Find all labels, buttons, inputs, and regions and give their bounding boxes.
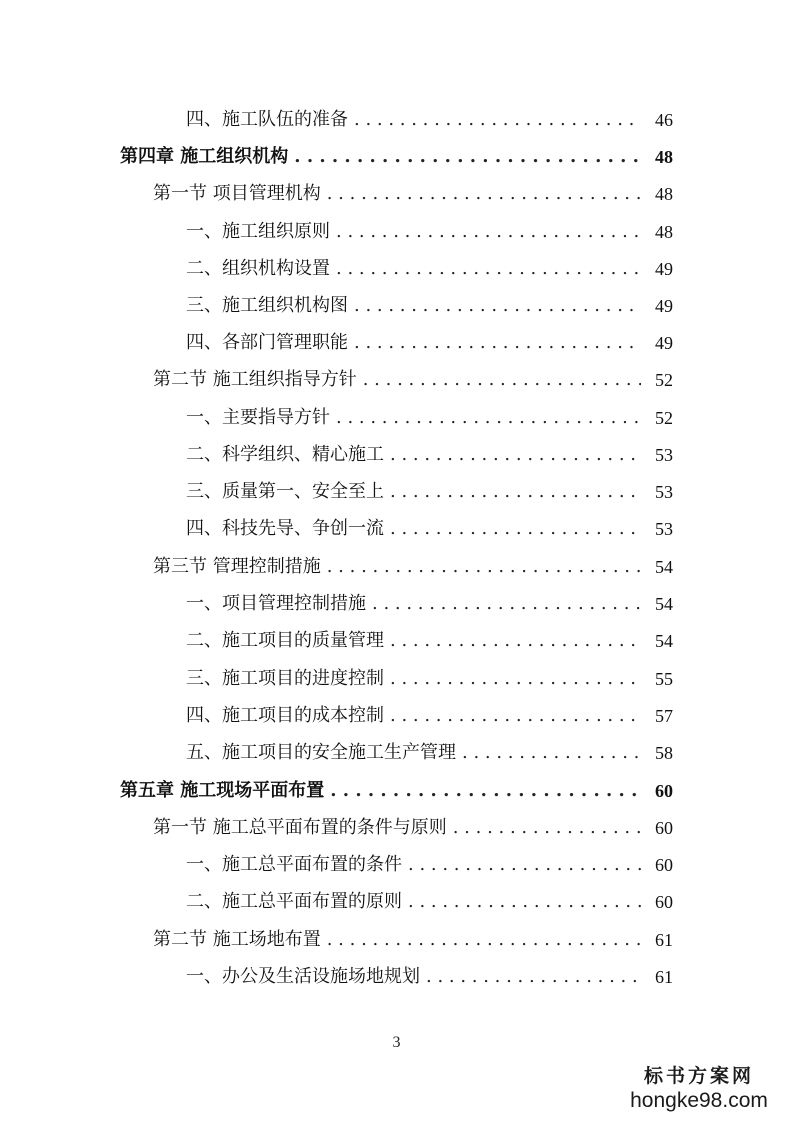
toc-entry-page: 54 (655, 594, 673, 614)
toc-entry[interactable] (120, 143, 673, 171)
toc-entry-title: 第二节 施工场地布置 (153, 929, 321, 950)
toc-entry-title: 一、项目管理控制措施 (186, 593, 366, 614)
toc-leader-dots (390, 665, 641, 693)
toc-leader-dots (294, 143, 641, 171)
toc-entry-page: 53 (655, 482, 673, 502)
toc-entry-page: 60 (655, 818, 673, 838)
toc-leader-dots (390, 627, 641, 655)
toc-entry[interactable] (186, 329, 673, 357)
toc-entry-title: 第四章 施工组织机构 (120, 146, 289, 167)
toc-entry-page: 54 (655, 557, 673, 577)
toc-entry-page: 52 (655, 408, 673, 428)
toc-leader-dots (363, 366, 641, 394)
toc-leader-dots (354, 329, 641, 357)
toc-entry-page: 60 (655, 781, 673, 801)
toc-entry-page: 49 (655, 296, 673, 316)
toc-entry-title: 四、科技先导、争创一流 (186, 518, 384, 539)
toc-entry-title: 第三节 管理控制措施 (153, 556, 321, 577)
toc-entry[interactable] (153, 180, 673, 208)
toc-entry-title: 一、办公及生活设施场地规划 (186, 966, 420, 987)
toc-entry[interactable] (186, 888, 673, 916)
toc-entry[interactable] (186, 590, 673, 618)
toc-leader-dots (390, 441, 641, 469)
toc-entry-page: 53 (655, 445, 673, 465)
toc-entry-page: 53 (655, 519, 673, 539)
toc-leader-dots (453, 814, 641, 842)
toc-entry[interactable] (153, 814, 673, 842)
toc-leader-dots (327, 926, 641, 954)
toc-entry-title: 二、科学组织、精心施工 (186, 444, 384, 465)
toc-entry[interactable] (120, 777, 673, 805)
toc-entry[interactable] (186, 739, 673, 767)
toc-entry[interactable] (186, 515, 673, 543)
toc-entry[interactable] (153, 926, 673, 954)
site-watermark (619, 1065, 779, 1113)
toc-entry-page: 60 (655, 892, 673, 912)
toc-entry-title: 一、主要指导方针 (186, 407, 330, 428)
toc-leader-dots (390, 515, 641, 543)
toc-entry-title: 三、施工组织机构图 (186, 295, 348, 316)
toc-entry-title: 五、施工项目的安全施工生产管理 (186, 742, 456, 763)
toc-leader-dots (354, 292, 641, 320)
toc-entry[interactable] (186, 963, 673, 991)
toc-entry-page: 58 (655, 743, 673, 763)
toc-leader-dots (426, 963, 641, 991)
toc-entry[interactable] (153, 366, 673, 394)
toc-leader-dots (354, 106, 641, 134)
page-number: 3 (392, 1034, 401, 1051)
toc-leader-dots (336, 404, 641, 432)
watermark-name: 标书方案网 (643, 1066, 754, 1087)
toc-entry[interactable] (186, 851, 673, 879)
toc-leader-dots (327, 180, 641, 208)
toc-entry[interactable] (186, 404, 673, 432)
toc-entry-page: 49 (655, 259, 673, 279)
toc-entry-page: 54 (655, 631, 673, 651)
toc-leader-dots (408, 851, 641, 879)
toc-entry-page: 48 (655, 184, 673, 204)
toc-leader-dots (372, 590, 641, 618)
toc-entry-title: 四、各部门管理职能 (186, 332, 348, 353)
toc-entry-title: 第五章 施工现场平面布置 (120, 780, 325, 801)
toc-entry[interactable] (186, 255, 673, 283)
toc-entry-title: 二、施工总平面布置的原则 (186, 891, 402, 912)
watermark-url: hongke98.com (630, 1089, 768, 1112)
toc-entry-page: 61 (655, 967, 673, 987)
toc-entry-title: 二、组织机构设置 (186, 258, 330, 279)
toc-leader-dots (330, 777, 641, 805)
toc-entry[interactable] (186, 665, 673, 693)
toc-entry[interactable] (186, 627, 673, 655)
toc-leader-dots (327, 553, 641, 581)
toc-entry-title: 二、施工项目的质量管理 (186, 630, 384, 651)
toc-leader-dots (408, 888, 641, 916)
toc-entry-page: 60 (655, 855, 673, 875)
toc-entry[interactable] (186, 702, 673, 730)
toc-entry-page: 57 (655, 706, 673, 726)
toc-leader-dots (462, 739, 641, 767)
toc-entry[interactable] (153, 553, 673, 581)
toc-entry-page: 48 (655, 147, 673, 167)
toc-entry-page: 48 (655, 222, 673, 242)
toc-entry-page: 46 (655, 110, 673, 130)
toc-entry-title: 三、质量第一、安全至上 (186, 481, 384, 502)
toc-leader-dots (390, 478, 641, 506)
toc-leader-dots (336, 255, 641, 283)
toc-entry-title: 第一节 施工总平面布置的条件与原则 (153, 817, 447, 838)
toc-entry[interactable] (186, 218, 673, 246)
toc-entry-page: 55 (655, 669, 673, 689)
toc-entry-title: 三、施工项目的进度控制 (186, 668, 384, 689)
toc-leader-dots (390, 702, 641, 730)
toc-entry-page: 61 (655, 930, 673, 950)
toc-leader-dots (336, 218, 641, 246)
toc-entry[interactable] (186, 292, 673, 320)
toc-entry-title: 四、施工队伍的准备 (186, 109, 348, 130)
toc-entry-title: 四、施工项目的成本控制 (186, 705, 384, 726)
toc-entry-title: 第一节 项目管理机构 (153, 183, 321, 204)
toc-entry[interactable] (186, 441, 673, 469)
toc-entry[interactable] (186, 478, 673, 506)
toc-entry-page: 52 (655, 370, 673, 390)
toc-entry-title: 第二节 施工组织指导方针 (153, 369, 357, 390)
toc-entry[interactable] (186, 106, 673, 134)
toc-entry-title: 一、施工总平面布置的条件 (186, 854, 402, 875)
toc-entry-title: 一、施工组织原则 (186, 221, 330, 242)
toc-entry-page: 49 (655, 333, 673, 353)
